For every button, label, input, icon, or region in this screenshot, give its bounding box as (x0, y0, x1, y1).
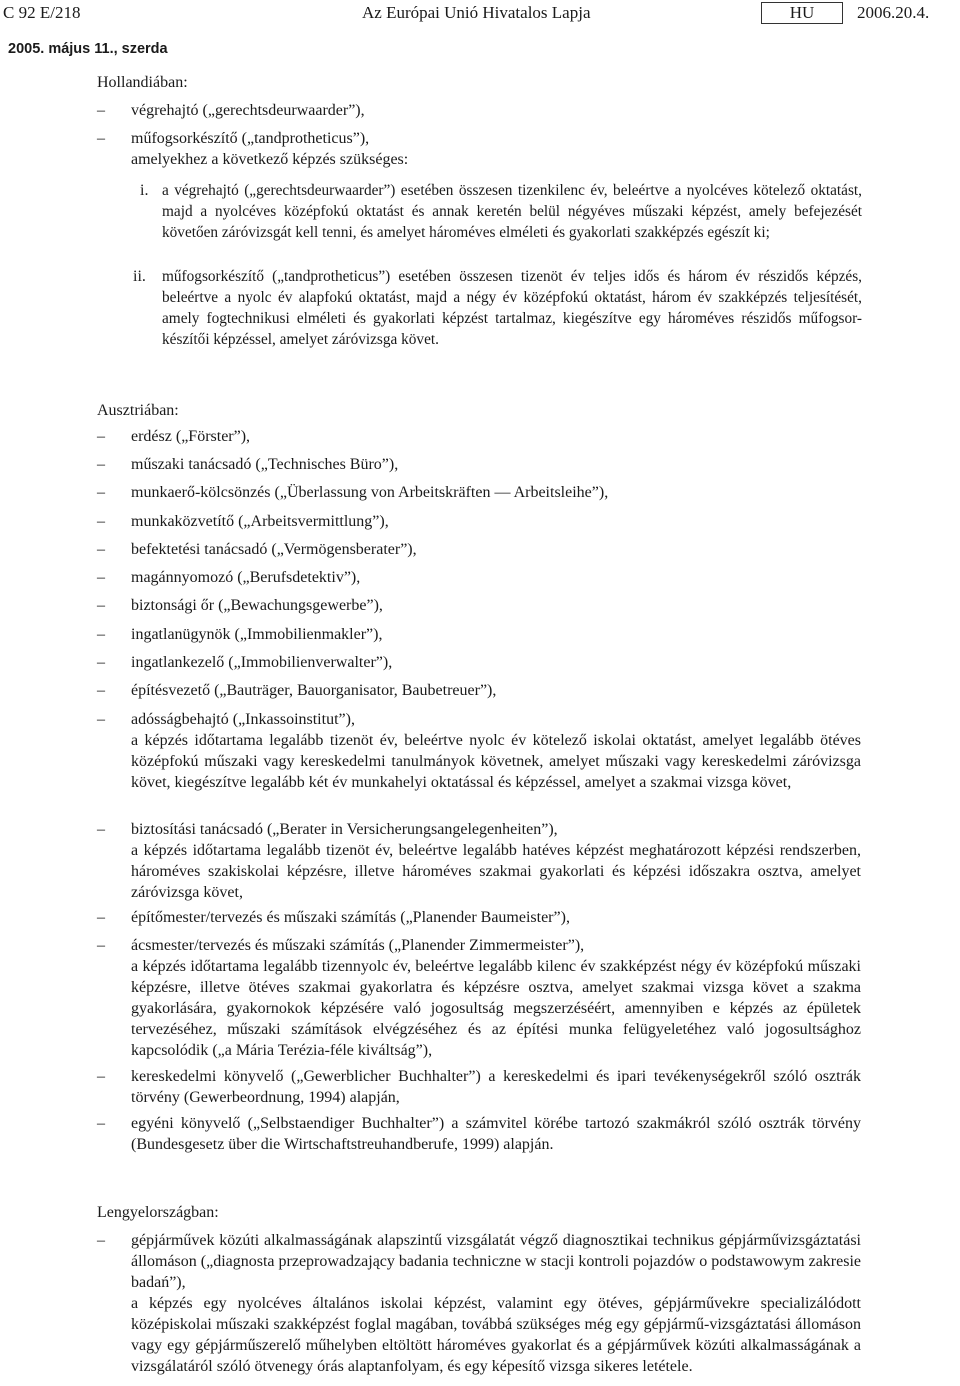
training-note: a képzés időtartama legalább tizenöt év, beleértve legalább hatéves képzést meghatározott képzési rendszerben, hároméves szakiskolai képzésre, illetve hároméves szakmai gyakorlati és képzési időszakra osztva, amelyet záróvizsga követ, (131, 842, 861, 901)
list-dash: – (97, 130, 105, 147)
list-dash: – (97, 597, 105, 614)
list-dash: – (97, 484, 105, 501)
list-item: építésvezető („Bauträger, Bauorganisator, Baubetreuer”), (131, 682, 497, 699)
list-item: adósságbehajtó („Inkassoinstitut”), (131, 711, 355, 728)
list-item: végrehajtó („gerechtsdeurwaarder”), (131, 102, 365, 119)
list-dash: – (97, 821, 105, 838)
section-heading-poland: Lengyelországban: (97, 1204, 219, 1221)
list-dash: – (97, 711, 105, 728)
list-item: munkaerő-kölcsönzés („Überlassung von Arbeitskräften — Arbeitsleihe”), (131, 484, 609, 501)
list-item: műszaki tanácsadó („Technisches Büro”), (131, 456, 399, 473)
list-item: műfogsorkészítő („tandprotheticus”), (131, 130, 370, 147)
list-dash: – (97, 937, 105, 954)
list-item: építőmester/tervezés és műszaki számítás („Planender Baumeister”), (131, 909, 570, 926)
list-dash: – (97, 1068, 105, 1085)
list-dash: – (97, 1115, 105, 1132)
list-intro: amelyekhez a következő képzés szükséges: (131, 151, 409, 168)
list-dash: – (97, 626, 105, 643)
list-item: befektetési tanácsadó („Vermögensberater”), (131, 541, 417, 558)
training-note: a képzés időtartama legalább tizennyolc év, beleértve legalább kilenc év szakképzést négy év középfokú műszaki képzésre, illetve ötéves szakmai gyakorlatra és képzésre osztva, amelyet szakmai vizsga követ a szakma gyakorlására, gyakornokok képzésére való jogosultság megszerzéséért, amennyiben e képzés az épületek tervezéséhez, műszaki számítások elvégzéséhez és az építési munka felügyeletéhez való jogosultsághoz kapcsolódik („a Mária Terézia-féle kiváltság”), (131, 958, 861, 1059)
list-item: biztosítási tanácsadó („Berater in Versicherungsangelegenheiten”), (131, 821, 558, 838)
training-note: a képzés időtartama legalább tizenöt év, beleértve nyolc év kötelező iskolai oktatást, amelyet legalább ötéves középfokú műszaki vagy kereskedelmi tanulmányok követnek, amelyet műszaki vagy kereskedelmi záróvizsga követ, kiegészítve legalább két év munkahelyi oktatással és képzéssel, amelyet a szakmai vizsga követ, (131, 732, 861, 791)
section-heading-austria: Ausztriában: (97, 402, 179, 419)
list-dash: – (97, 102, 105, 119)
list-dash: – (97, 1232, 105, 1249)
list-item: magánnyomozó („Berufsdetektiv”), (131, 569, 361, 586)
publication-date: 2006.20.4. (857, 3, 930, 22)
list-dash: – (97, 654, 105, 671)
list-item: kereskedelmi könyvelő („Gewerblicher Buchhalter”) a kereskedelmi és ipari tevékenységekről szóló osztrák törvény (Gewerbeordnung, 1994) alapján, (131, 1068, 861, 1106)
list-dash: – (97, 456, 105, 473)
publication-title: Az Európai Unió Hivatalos Lapja (362, 3, 591, 22)
list-item: erdész („Förster”), (131, 428, 251, 445)
list-dash: – (97, 428, 105, 445)
language-code-box: HU (761, 2, 843, 24)
training-note: a képzés egy nyolcéves általános iskolai képzést, valamint egy ötéves, gépjárművekre specializálódott középiskolai műszaki szakképzést foglal magában, továbbá szükséges még egy gépjármű-vizsgáztatási állomáson vagy egy gépjárműszerelő műhelyben eltöltött hároméves gyakorlat és a gépjárművek közúti alkalmasságának a vizsgálatáról szóló ötvenegy órás alaptanfolyam, és egy képesítő vizsga sikeres letétele. (131, 1295, 861, 1375)
list-item: munkaközvetítő („Arbeitsvermittlung”), (131, 513, 389, 530)
sub-item-text: a végrehajtó („gerechtsdeurwaarder”) esetében összesen tizenkilenc év, beleértve a nyolcéves kötelező oktatást, majd a nyolcéves középfokú oktatást és annak keretén belül négyéves műszaki képzést, amely befejezését követően záróvizsgát kell tenni, és amelyet hároméves elméleti és gyakorlati szakképzés egészít ki; (162, 182, 862, 241)
sub-item-text: műfogsorkészítő („tandprotheticus”) esetében összesen tizenöt év teljes idős és három év részidős képzés, beleértve a nyolc év alapfokú oktatást, majd a négy év középfokú oktatást, három év szakképzés teljesítését, amely fogtechnikusi elméleti és gyakorlati képzést tartalmaz, kiegészítve egy hároméves részidős műfogsor-készítői képzéssel, amelyet záróvizsga követ. (162, 268, 862, 348)
sitting-date: 2005. május 11., szerda (8, 41, 168, 57)
list-item: gépjárművek közúti alkalmasságának alapszintű vizsgálatát végző diagnosztikai technikus gépjárművizsgáztatási állomáson („diagnosta przeprowadzający badania techniczne w stacji kontroli pojazdów o podstawowym zakresie badań”), (131, 1232, 861, 1291)
list-dash: – (97, 513, 105, 530)
list-item: ingatlanügynök („Immobilienmakler”), (131, 626, 383, 643)
page-reference: C 92 E/218 (3, 3, 81, 22)
list-dash: – (97, 569, 105, 586)
list-dash: – (97, 909, 105, 926)
list-item: biztonsági őr („Bewachungsgewerbe”), (131, 597, 383, 614)
list-item: ingatlankezelő („Immobilienverwalter”), (131, 654, 393, 671)
list-dash: – (97, 541, 105, 558)
list-item: egyéni könyvelő („Selbstaendiger Buchhalter”) a számvitel körébe tartozó szakmákról szóló osztrák törvény (Bundesgesetz über die Wirtschaftstreuhandberufe, 1999) alapján. (131, 1115, 861, 1153)
page-header (0, 0, 960, 30)
roman-numeral: i. (140, 182, 149, 199)
section-heading-netherlands: Hollandiában: (97, 74, 188, 91)
list-dash: – (97, 682, 105, 699)
list-item: ácsmester/tervezés és műszaki számítás („Planender Zimmermeister”), (131, 937, 585, 954)
roman-numeral: ii. (133, 268, 146, 285)
